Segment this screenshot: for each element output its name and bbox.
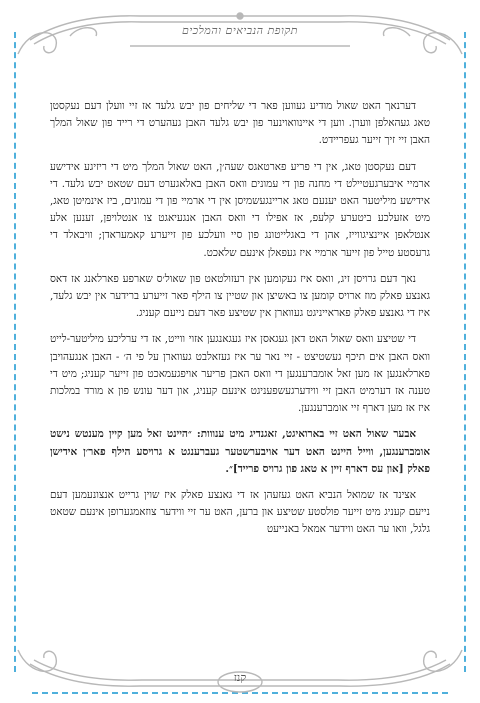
paragraph-1: דערנאך האט שאול מודיע געווען פאר די שליחים פון יבש גלעד אז זיי וועלן דעם נעקסטן טאג געהאלפן ווערן. ווען די איינוואוינער פון יבש גלעד האבן געהערט די רייד פון שאול המלך האבן זיי זיך זייער געפריידט. — [50, 100, 430, 147]
footer-ornament — [10, 638, 470, 698]
page-footer — [10, 638, 470, 698]
page-number: קנז — [233, 671, 247, 684]
header-title: תקופת הנביאים והמלכים — [182, 24, 298, 37]
quote-text: אבער שאול האט זיי בארואיגט, זאגנדיג מיט ענווות: ״היינט זאל מען קיין מענטש נישט אומברענגען, ווייל היינט האט דער אויבערשטער געברענגט א גרויסע הילף פאר׳ן אידישן פאלק [און עס דארף זיין א טאג פון גרויס פרייד]״. — [50, 428, 430, 475]
page-frame — [10, 6, 470, 698]
page-header — [10, 6, 470, 86]
paragraph-4: די שטיצע וואס שאול האט דאן געגאסן איז געגאנגען אזוי ווייט, אז די ערליכע מיליטער-לייט וואס האבן אים תיכף געשטיצט - זיי נאר ער איז געזאלבט געווארן על פי ה׳ - האבן אנגעהויבן פארלאנגען אז מען זאל אומברענגען די וואס האבן פריער אויפגעמאכט פון זייער קעניג; מיט די טענה אז דערמיט האבן זיי ווידערגעשפעניגט אינעם קעניג, און דער עונש פון א מורד במלכות איז אז מען דארף זיי אומברענגען. — [50, 333, 430, 415]
paragraph-3: נאך דעם גרויסן זיג, וואס איז געקומען אין רעזולטאט פון שאול׳ס שארפע פארלאנג אז דאס גאנצע פאלק מוז ארויס קומען צו באשיצן און שטיין צו הילף פאר זייערע ברידער אין יבש גלעד, איז די גאנצע פאלק פאראייניגט געווארן אין שטיצע פאר דעם נייעם קעניג. — [50, 272, 430, 320]
main-text — [50, 98, 430, 643]
paragraph-2: דעם נעקסטן טאג, אין די פריע פארטאגס שעה׳ן, האט שאול המלך מיט די ריזיגע אידישע ארמיי איבערגעטיילט די מחנה פון די עמונים וואס האבן באלאגערט דעם שטאט יבש גלעד. די אידישע מיליטער האט יענעם טאג אריינגעשמיסן אין די ארמיי פון די עמונים, ביז אינמיטן טאג, מיט אזעלכע ביטערע קלעפ, אז אפילו די וואס האבן אנגעיאגט צו אנטלויפן, זענען אלע אנטלאפן איינציגווייז, אהן די באגלייטונג פון סיי וועלכע פון זייערע קאמעראדן; וויבאלד די גרעסטע טייל פון זייער ארמיי איז געפאלן אינעם שלאכט. — [50, 160, 430, 259]
left-dashed-border — [14, 32, 16, 672]
paragraph-6: אצינד אז שמואל הנביא האט געזעהן אז די גאנצע פאלק איז שוין גרייט אנצונעמען דעם נייעם קעניג מיט זייער פולסטע שטיצע און ברען, האט ער זיי ווידער צוזאמגערופן אינעם שטאט גלגל, וואו ער האט ווידער אמאל באנייעט — [50, 489, 430, 536]
header-ornament — [10, 6, 470, 86]
right-dashed-border — [464, 32, 466, 672]
paragraph-5 — [50, 426, 430, 478]
